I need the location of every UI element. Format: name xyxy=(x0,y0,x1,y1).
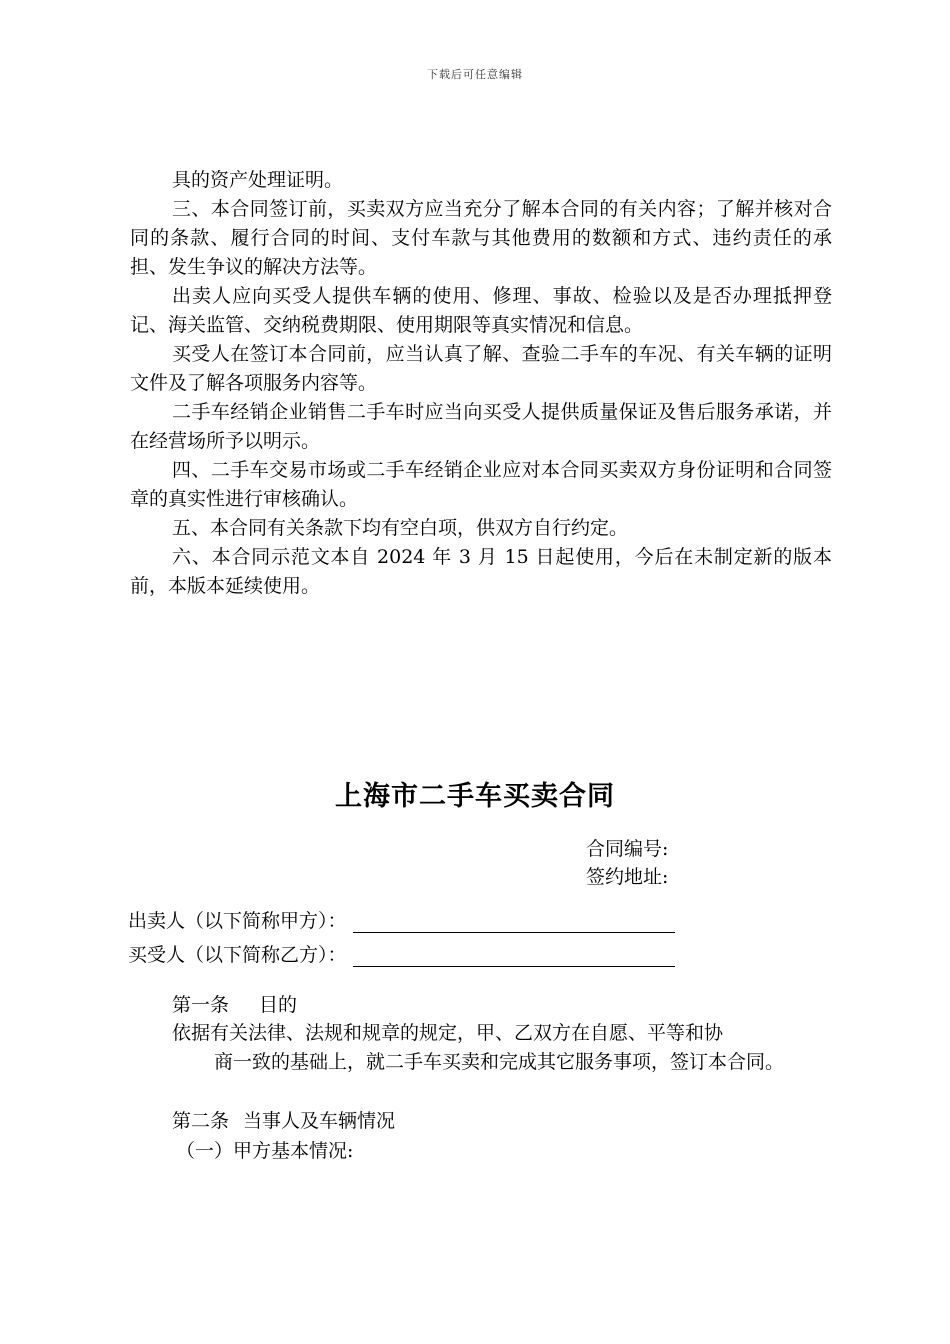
intro-paragraph-4: 二手车经销企业销售二手车时应当向买受人提供质量保证及售后服务承诺，并在经营场所予以明示。 xyxy=(130,401,832,452)
intro-paragraph-6: 五、本合同有关条款下均有空白项，供双方自行约定。 xyxy=(172,517,629,539)
intro-paragraph-5: 四、二手车交易市场或二手车经销企业应对本合同买卖双方身份证明和合同签章的真实性进行审核确认。 xyxy=(130,459,832,510)
article-1-heading xyxy=(172,990,297,1017)
buyer-label: 买受人（以下简称乙方）： xyxy=(128,944,347,966)
intro-paragraph-2: 出卖人应向买受人提供车辆的使用、修理、事故、检验以及是否办理抵押登记、海关监管、交纳税费期限、使用期限等真实情况和信息。 xyxy=(130,285,832,336)
intro-paragraph-0: 具的资产处理证明。 xyxy=(172,169,344,191)
buyer-row xyxy=(128,940,675,967)
intro-section xyxy=(130,166,832,601)
seller-blank-line[interactable] xyxy=(353,910,675,933)
intro-paragraph-3: 买受人在签订本合同前，应当认真了解、查验二手车的车况、有关车辆的证明文件及了解各项服务内容等。 xyxy=(130,343,832,394)
intro-paragraph-1: 三、本合同签订前，买卖双方应当充分了解本合同的有关内容；了解并核对合同的条款、履行合同的时间、支付车款与其他费用的数额和方式、违约责任的承担、发生争议的解决方法等。 xyxy=(130,198,832,278)
contract-title: 上海市二手车买卖合同 xyxy=(335,781,615,812)
article-2-heading xyxy=(172,1106,395,1133)
buyer-blank-line[interactable] xyxy=(353,944,675,967)
party-a-basic-info-heading: （一）甲方基本情况: xyxy=(176,1140,354,1162)
article-2-number: 第二条 xyxy=(172,1110,230,1132)
contract-number-label: 合同编号: xyxy=(586,838,669,860)
signing-address-label: 签约地址: xyxy=(586,866,669,888)
seller-row xyxy=(128,906,675,933)
seller-label: 出卖人（以下简称甲方）： xyxy=(128,910,347,932)
article-1-title: 目的 xyxy=(259,994,298,1016)
article-1-text-cont: 商一致的基础上，就二手车买卖和完成其它服务事项，签订本合同。 xyxy=(214,1051,785,1073)
article-2-title: 当事人及车辆情况 xyxy=(243,1110,396,1132)
article-1-number: 第一条 xyxy=(172,994,230,1016)
article-1-text: 依据有关法律、法规和规章的规定，甲、乙双方在自愿、平等和协 xyxy=(172,1022,724,1044)
header-note: 下载后可任意编辑 xyxy=(427,68,523,81)
article-1-body xyxy=(172,1019,832,1077)
intro-paragraph-7: 六、本合同示范文本自 2024 年 3 月 15 日起使用，今后在未制定新的版本前，本版本延续使用。 xyxy=(130,546,832,597)
